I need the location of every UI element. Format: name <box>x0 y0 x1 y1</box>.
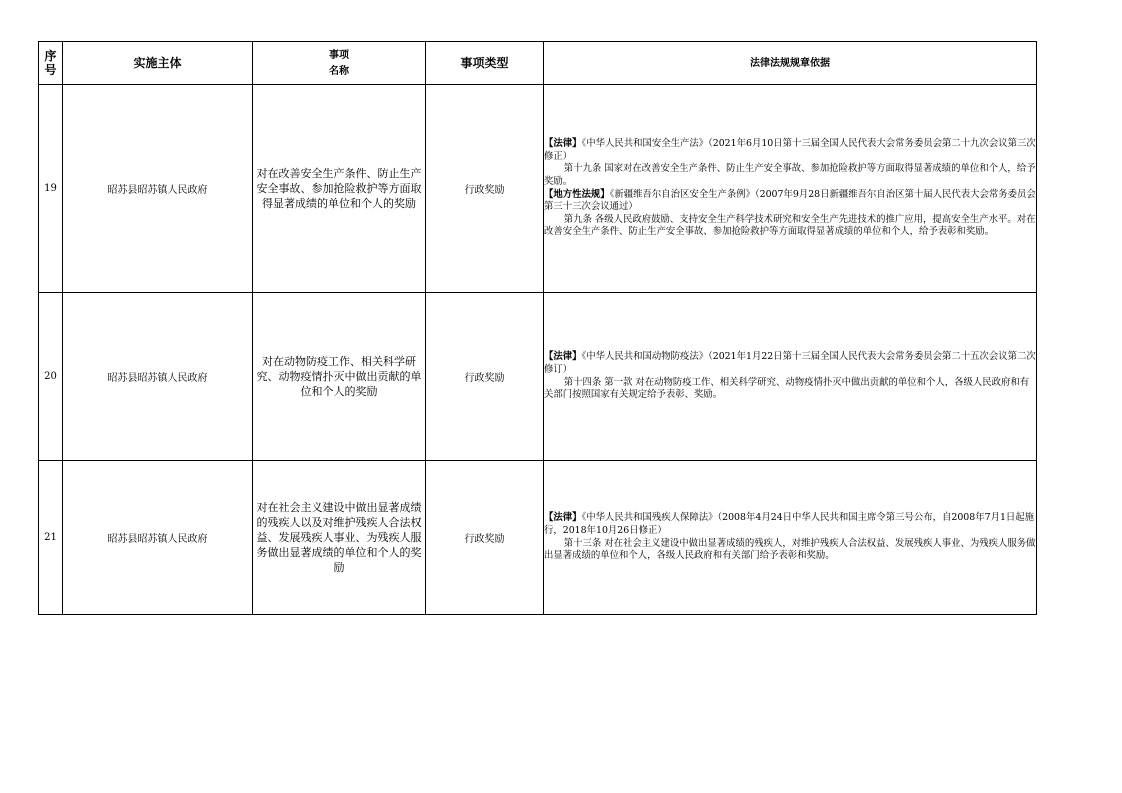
law-citation: 【法律】《中华人民共和国安全生产法》（2021年6月10日第十三届全国人民代表大会常务委员会第二十九次会议第三次修正） <box>544 138 1036 162</box>
row-item-name: 对在动物防疫工作、相关科学研究、动物疫情扑灭中做出贡献的单位和个人的奖励 <box>253 293 426 461</box>
header-legal-basis: 法律法规规章依据 <box>544 42 1037 85</box>
header-subject: 实施主体 <box>63 42 253 85</box>
header-seq: 序号 <box>39 42 63 85</box>
row-seq: 19 <box>39 85 63 293</box>
law-citation: 【地方性法规】《新疆维吾尔自治区安全生产条例》（2007年9月28日新疆维吾尔自治区第十届人民代表大会常务委员会第三十三次会议通过） <box>544 188 1036 213</box>
row-item-type: 行政奖励 <box>426 85 544 293</box>
table-row <box>39 85 1037 293</box>
row-subject: 昭苏县昭苏镇人民政府 <box>63 461 253 615</box>
law-article: 第九条 各级人民政府鼓励、支持安全生产科学技术研究和安全生产先进技术的推广应用，提高安全生产水平。对在改善安全生产条件、防止生产安全事故、参加抢险救护等方面取得显著成绩的单位和个人，给予表彰和奖励。 <box>544 213 1036 238</box>
row-item-name: 对在社会主义建设中做出显著成绩的残疾人以及对维护残疾人合法权益、发展残疾人事业、为残疾人服务做出显著成绩的单位和个人的奖励 <box>253 461 426 615</box>
row-legal-basis <box>544 85 1037 293</box>
table-row <box>39 293 1037 461</box>
law-article: 第十三条 对在社会主义建设中做出显著成绩的残疾人，对维护残疾人合法权益、发展残疾人事业、为残疾人服务做出显著成绩的单位和个人，各级人民政府和有关部门给予表彰和奖励。 <box>544 537 1036 562</box>
law-article: 第十九条 国家对在改善安全生产条件、防止生产安全事故、参加抢险救护等方面取得显著成绩的单位和个人，给予奖励。 <box>544 163 1036 187</box>
items-table <box>38 41 1037 615</box>
row-subject: 昭苏县昭苏镇人民政府 <box>63 85 253 293</box>
law-article: 第十四条 第一款 对在动物防疫工作、相关科学研究、动物疫情扑灭中做出贡献的单位和个人，各级人民政府和有关部门按照国家有关规定给予表彰、奖励。 <box>544 376 1030 401</box>
header-item-name <box>253 42 426 85</box>
table-header-row <box>39 42 1037 85</box>
header-item-name-line1: 事项 <box>329 50 349 61</box>
header-item-name-line2: 名称 <box>329 66 349 77</box>
row-item-name: 对在改善安全生产条件、防止生产安全事故、参加抢险救护等方面取得显著成绩的单位和个人的奖励 <box>253 85 426 293</box>
row-legal-basis <box>544 293 1037 461</box>
row-seq: 20 <box>39 293 63 461</box>
row-subject: 昭苏县昭苏镇人民政府 <box>63 293 253 461</box>
row-legal-basis <box>544 461 1037 615</box>
row-item-type: 行政奖励 <box>426 461 544 615</box>
row-seq: 21 <box>39 461 63 615</box>
row-item-type: 行政奖励 <box>426 293 544 461</box>
header-item-type: 事项类型 <box>426 42 544 85</box>
table-row <box>39 461 1037 615</box>
law-citation: 【法律】《中华人民共和国动物防疫法》（2021年1月22日第十三届全国人民代表大会常务委员会第二十五次会议第二次修订） <box>544 351 1036 375</box>
law-citation: 【法律】《中华人民共和国残疾人保障法》（2008年4月24日中华人民共和国主席令第三号公布，自2008年7月1日起施行，2018年10月26日修正） <box>544 512 1035 536</box>
